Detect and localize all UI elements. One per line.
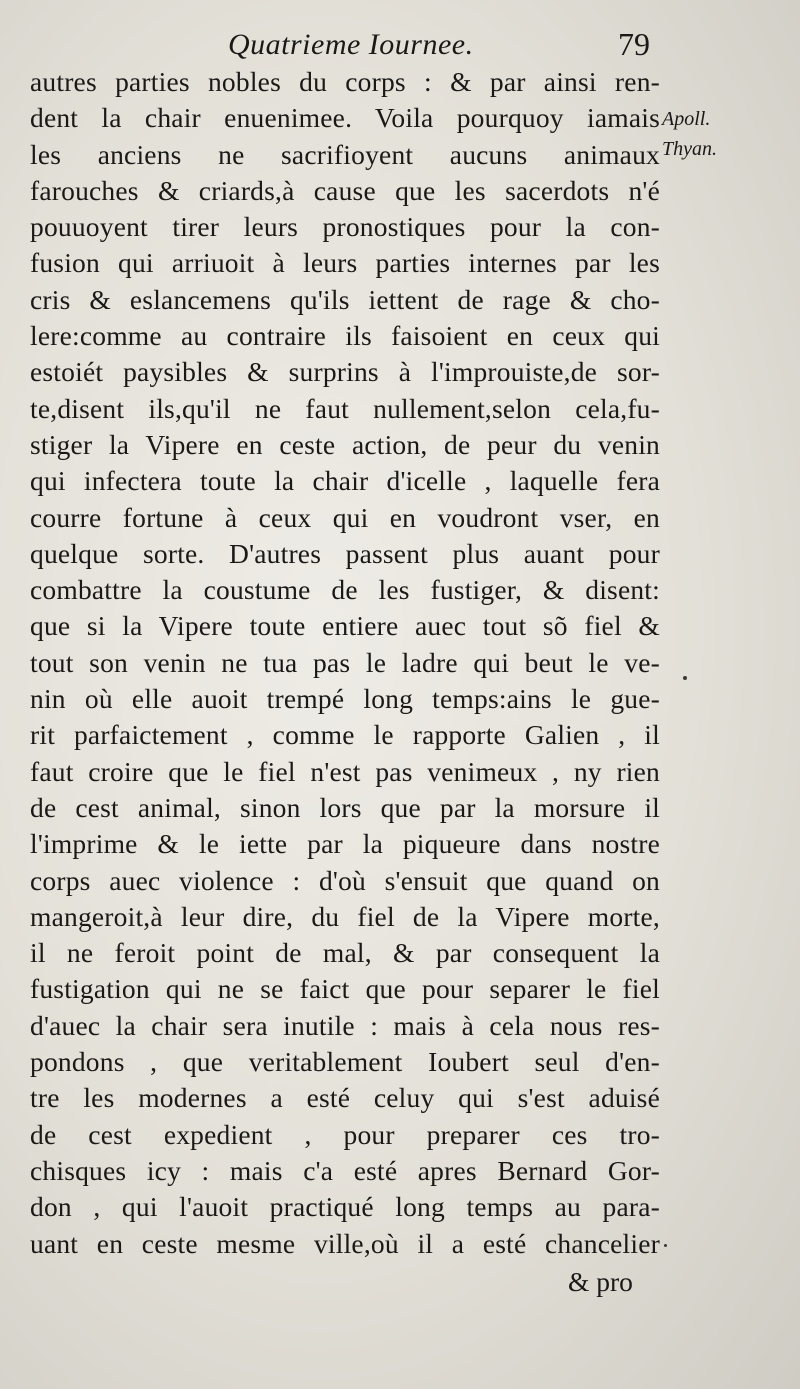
page-header — [0, 26, 800, 66]
page-number: 79 — [618, 26, 650, 62]
text-line: dent la chair enuenimee. Voila pourquoy iamais — [30, 102, 660, 134]
text-line: lere:comme au contraire ils faisoient en ceux qui — [30, 320, 660, 352]
text-line: stiger la Vipere en ceste action, de peur du venin — [30, 428, 660, 460]
text-line: fustigation qui ne se faict que pour separer le fiel — [30, 973, 660, 1005]
text-line: de cest animal, sinon lors que par la morsure il — [30, 791, 660, 823]
marginal-note-line: Thyan. — [662, 138, 717, 160]
text-line: uant en ceste mesme ville,où il a esté chancelier — [30, 1227, 660, 1259]
text-line: autres parties nobles du corps : & par ainsi ren- — [30, 66, 660, 97]
ink-speck — [664, 1244, 667, 1247]
text-line: mangeroit,à leur dire, du fiel de la Vipere morte, — [30, 900, 660, 932]
text-line: estoiét paysibles & surprins à l'improuiste,de sor- — [30, 356, 660, 388]
text-line: pouuoyent tirer leurs pronostiques pour la con- — [30, 211, 660, 243]
text-line: rit parfaictement , comme le rapporte Galien , il — [30, 719, 660, 751]
text-line: de cest expedient , pour preparer ces tro- — [30, 1118, 660, 1150]
text-line: d'auec la chair sera inutile : mais à cela nous res- — [30, 1009, 660, 1041]
text-line: corps auec violence : d'où s'ensuit que quand on — [30, 864, 660, 896]
text-line: cris & eslancemens qu'ils iettent de rage & cho- — [30, 283, 660, 315]
text-line: qui infectera toute la chair d'icelle , laquelle fera — [30, 465, 660, 497]
text-line: nin où elle auoit trempé long temps:ains le gue- — [30, 683, 660, 715]
text-line: combattre la coustume de les fustiger, & disent: — [30, 574, 660, 606]
text-line: fusion qui arriuoit à leurs parties internes par les — [30, 247, 660, 279]
text-line: les anciens ne sacrifioyent aucuns animaux — [30, 138, 660, 170]
text-line: te,disent ils,qu'il ne faut nullement,selon cela,fu- — [30, 392, 660, 424]
text-line: il ne feroit point de mal, & par consequent la — [30, 937, 660, 969]
text-line: quelque sorte. D'autres passent plus auant pour — [30, 537, 660, 569]
catchword: & pro — [568, 1266, 633, 1297]
running-title: Quatrieme Iournee. — [228, 28, 474, 61]
marginal-note — [662, 104, 782, 164]
text-line: que si la Vipere toute entiere auec tout sõ fiel & — [30, 610, 660, 642]
body-text — [30, 64, 660, 1262]
text-line: chisques icy : mais c'a esté apres Bernard Gor- — [30, 1154, 660, 1186]
text-line: l'imprime & le iette par la piqueure dans nostre — [30, 828, 660, 860]
text-line: tre les modernes a esté celuy qui s'est aduisé — [30, 1082, 660, 1114]
text-line: pondons , que veritablement Ioubert seul d'en- — [30, 1046, 660, 1078]
marginal-note-line: Apoll. — [662, 108, 711, 130]
text-line: don , qui l'auoit practiqué long temps au para- — [30, 1191, 660, 1223]
text-line: courre fortune à ceux qui en voudront vser, en — [30, 501, 660, 533]
ink-speck — [683, 676, 687, 680]
text-line: faut croire que le fiel n'est pas venimeux , ny rien — [30, 755, 660, 787]
text-line: tout son venin ne tua pas le ladre qui beut le ve- — [30, 646, 660, 678]
text-line: farouches & criards,à cause que les sacerdots n'é — [30, 174, 660, 206]
